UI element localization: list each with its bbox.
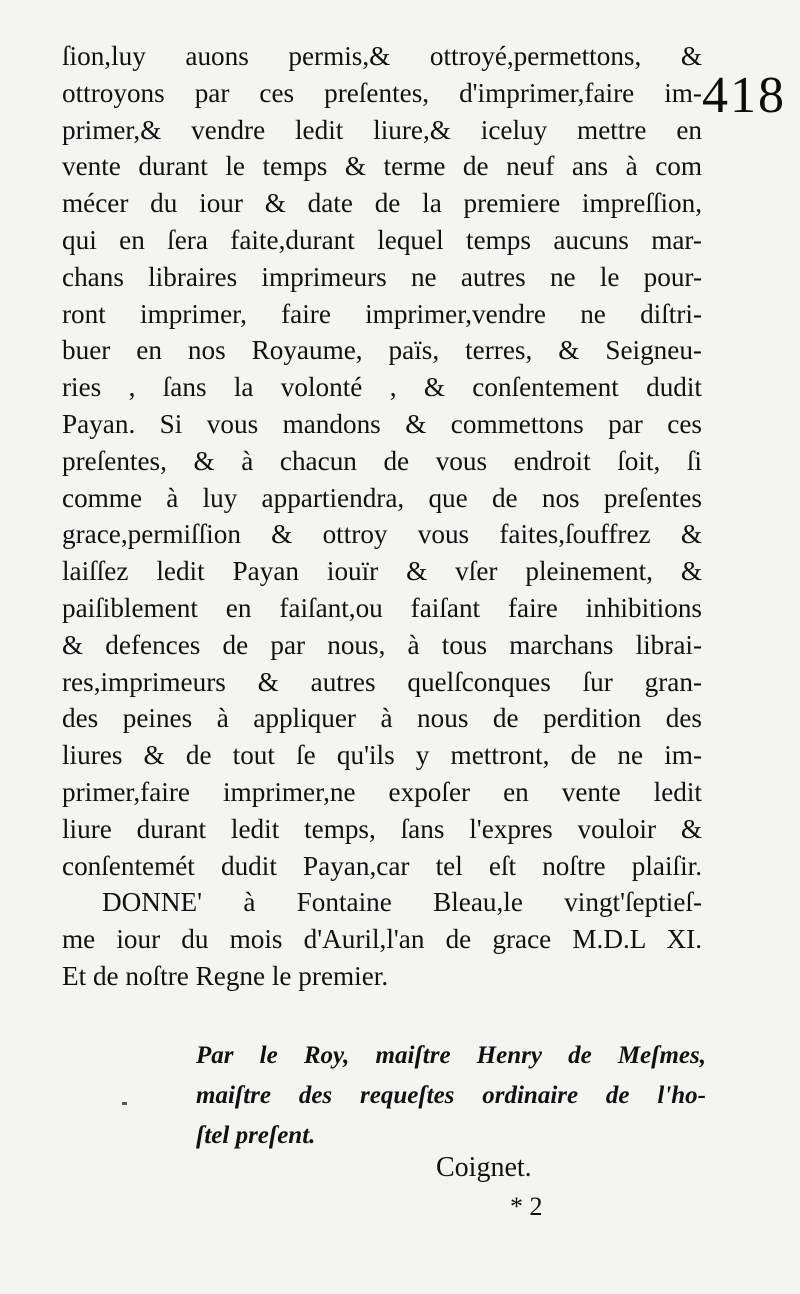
signature-block: [196, 1036, 706, 1156]
ink-speck: [122, 1102, 127, 1105]
body-line: paiſiblement en faiſant,ou faiſant faire inhibitions: [62, 592, 702, 623]
body-line: primer,& vendre ledit liure,& iceluy mettre en: [62, 114, 702, 145]
body-line: conſentemét dudit Payan,car tel eſt noſtre plaiſir.: [62, 850, 702, 881]
folio-number: 418: [702, 67, 786, 124]
closing-line: Et de noſtre Regne le premier.: [62, 960, 389, 991]
date-line: DONNE' à Fontaine Bleau,le vingt'ſeptieſ-: [102, 887, 702, 918]
body-line: ottroyons par ces preſentes, d'imprimer,faire im-: [62, 77, 702, 108]
gathering-signature-mark: * 2: [510, 1192, 543, 1221]
body-line: ront imprimer, faire imprimer,vendre ne diſtri-: [62, 298, 702, 329]
body-line: primer,faire imprimer,ne expoſer en vente ledit: [62, 776, 702, 807]
body-line: Payan. Si vous mandons & commettons par ces: [62, 408, 702, 439]
body-line: chans libraires imprimeurs ne autres ne le pour-: [62, 261, 702, 292]
body-line: laiſſez ledit Payan iouïr & vſer pleinement, &: [62, 556, 702, 587]
body-text: [62, 38, 702, 995]
body-line: qui en ſera faite,durant lequel temps aucuns mar-: [62, 224, 702, 255]
body-line: res,imprimeurs & autres quelſconques ſur gran-: [62, 666, 702, 697]
body-line: ſion,luy auons permis,& ottroyé,permettons, &: [62, 41, 702, 71]
signature-line: ſtel preſent.: [196, 1122, 316, 1149]
body-line: liure durant ledit temps, ſans l'expres vouloir &: [62, 813, 702, 844]
body-line: ries , ſans la volonté , & conſentement dudit: [62, 372, 702, 403]
body-line: preſentes, & à chacun de vous endroit ſoit, ſi: [62, 445, 702, 476]
body-line: buer en nos Royaume, païs, terres, & Seigneu-: [62, 335, 702, 366]
body-line: mécer du iour & date de la premiere impreſſion,: [62, 188, 702, 219]
body-line: vente durant le temps & terme de neuf ans à com: [62, 151, 702, 182]
date-line: me iour du mois d'Auril,l'an de grace M.D.L XI.: [62, 924, 702, 955]
signature-line: maiſtre des requeſtes ordinaire de l'ho-: [196, 1082, 706, 1109]
secretary-signature: Coignet.: [436, 1152, 532, 1183]
body-line: liures & de tout ſe qu'ils y mettront, de ne im-: [62, 740, 702, 771]
body-line: & defences de par nous, à tous marchans librai-: [62, 629, 702, 660]
body-line: des peines à appliquer à nous de perdition des: [62, 703, 702, 734]
body-line: comme à luy appartiendra, que de nos preſentes: [62, 482, 702, 513]
body-line: grace,permiſſion & ottroy vous faites,ſouffrez &: [62, 519, 702, 550]
signature-line: Par le Roy, maiſtre Henry de Meſmes,: [196, 1042, 706, 1069]
